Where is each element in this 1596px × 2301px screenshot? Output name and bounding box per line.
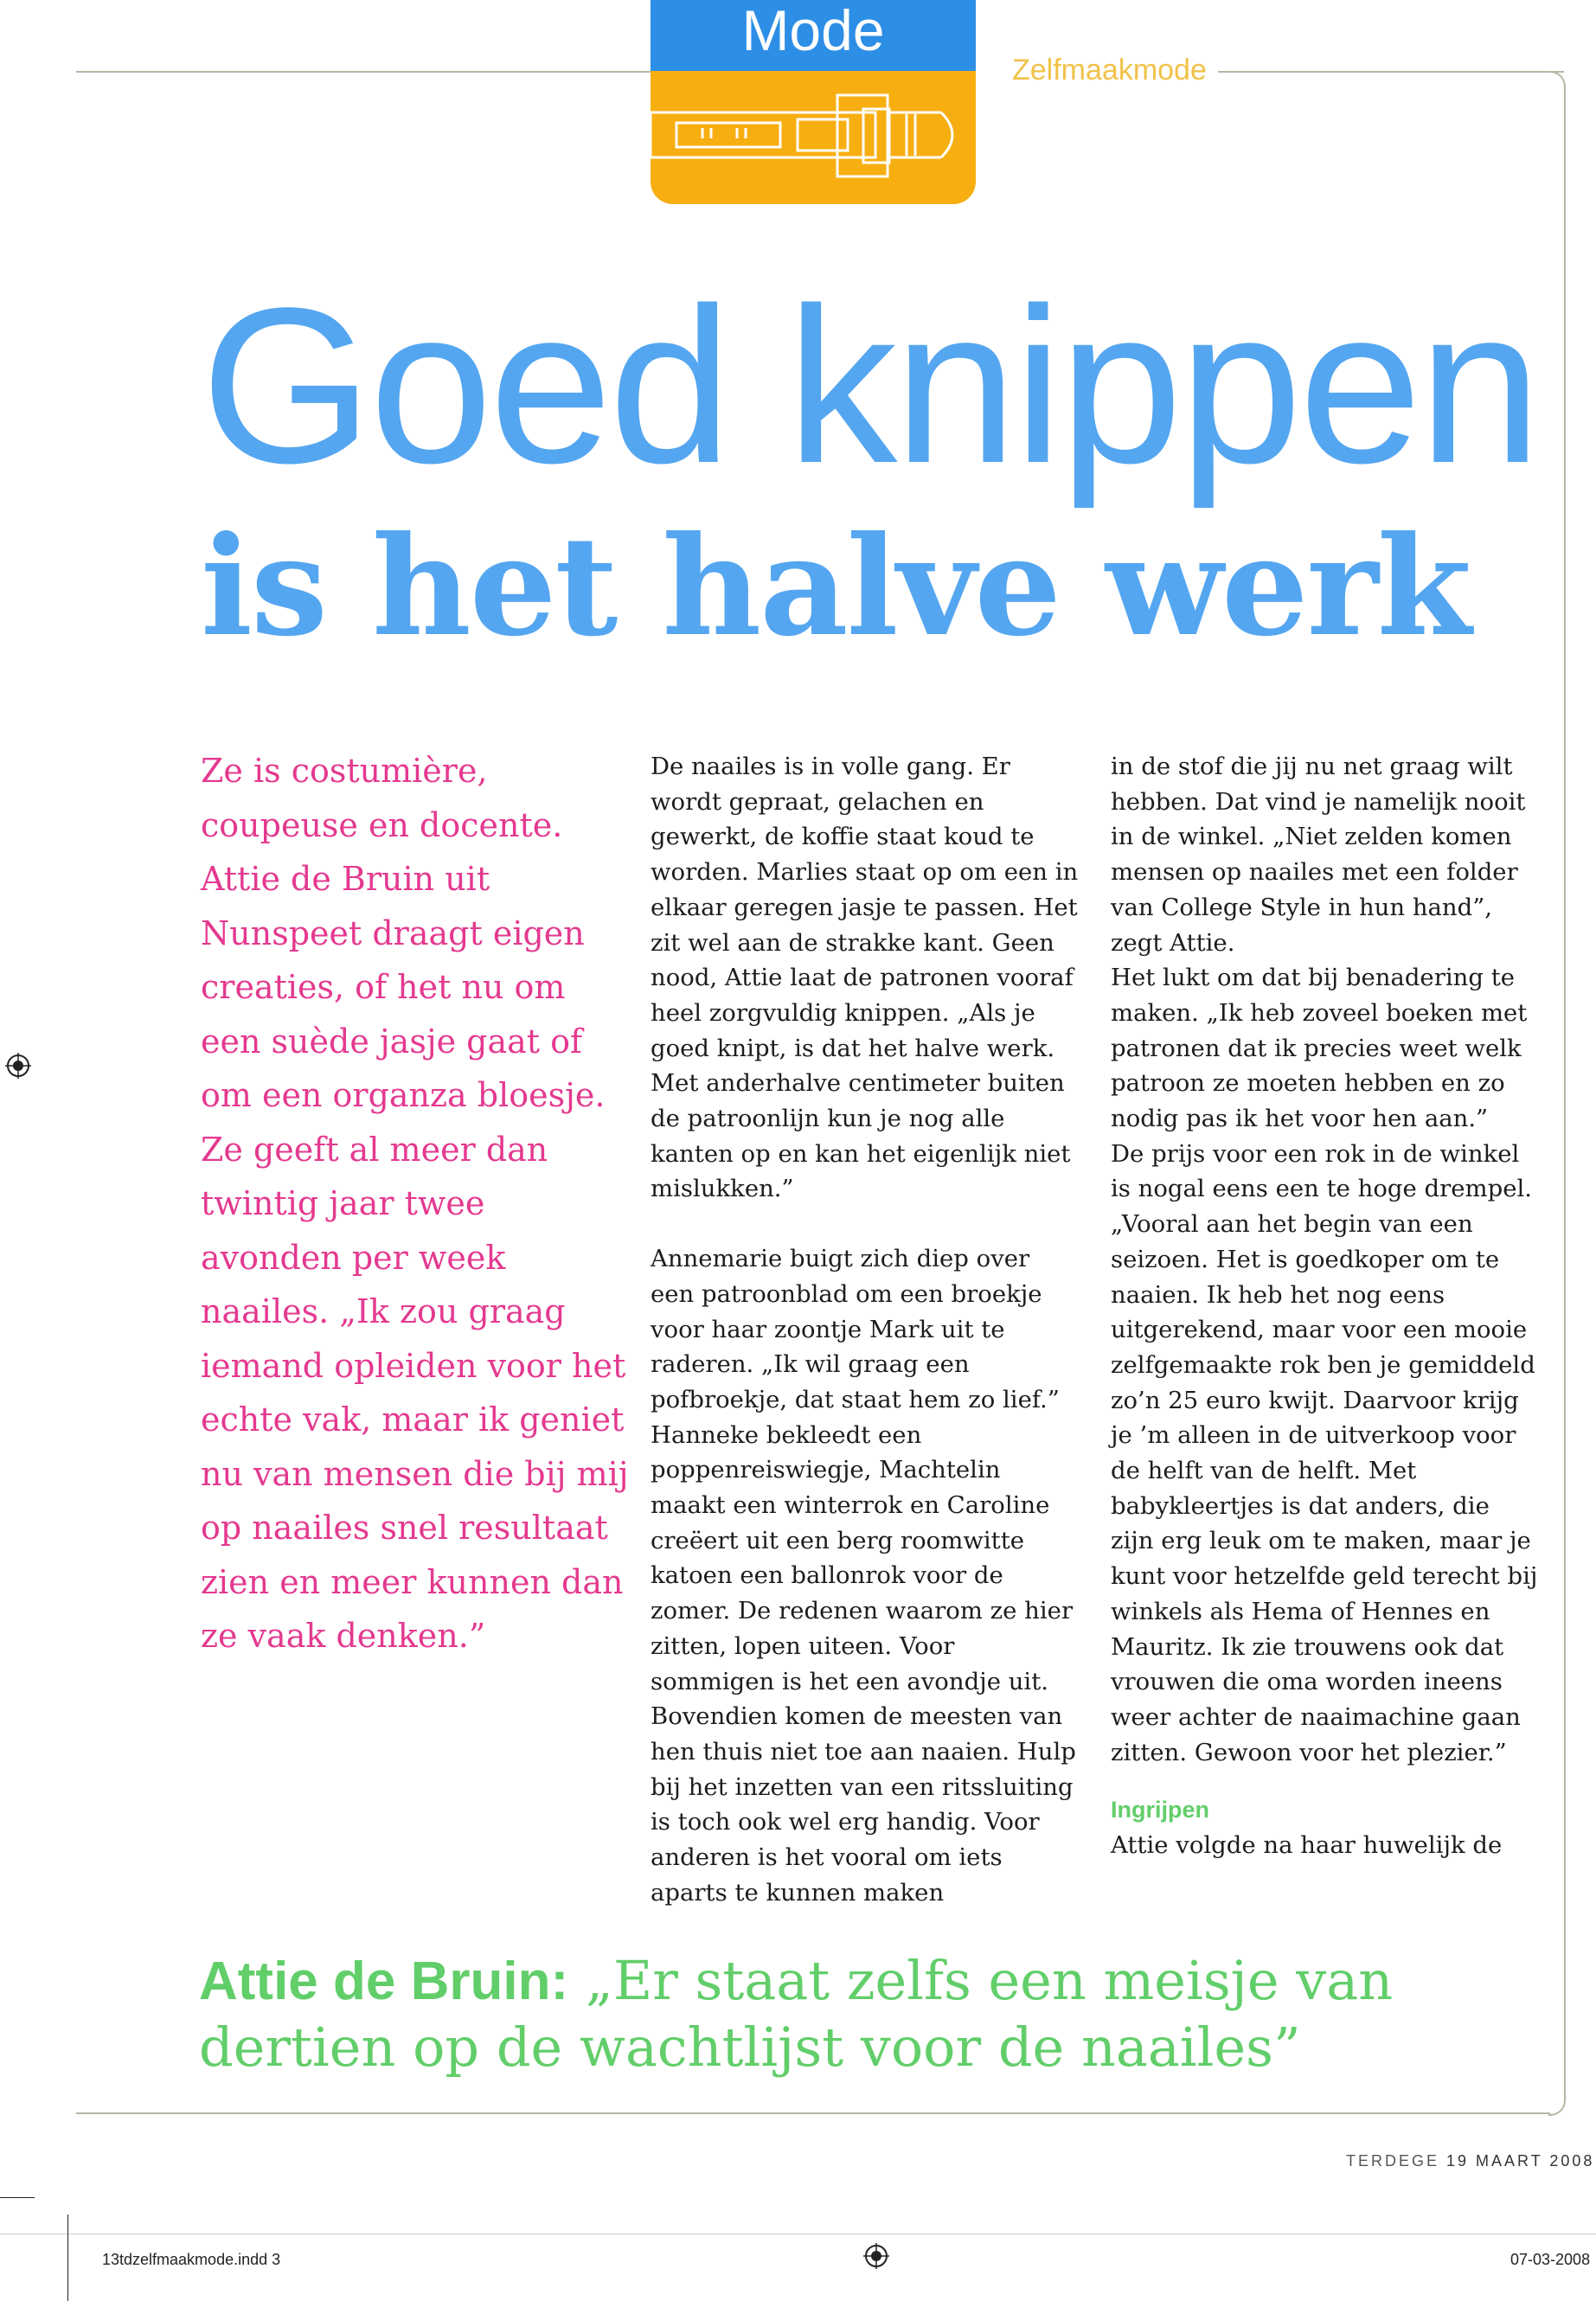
pull-quote bbox=[199, 1948, 1410, 2080]
bottom-rule-curve bbox=[1548, 2099, 1566, 2116]
headline-line1: Goed knippen bbox=[201, 262, 1539, 510]
column1-paragraph-2: Annemarie buigt zich diep over een patroonblad om een broekje voor haar zoontje Mark uit te raderen. „Ik wil graag een pofbroekje, dat staat hem zo lief.” bbox=[651, 1245, 1060, 1413]
page-footer bbox=[1346, 2152, 1596, 2170]
column2-paragraph-2: Het lukt om dat bij benadering te maken. „Ik heb zoveel boeken met patronen dat ik precies weet welk patroon ze moeten hebben en zo nodig pas ik het voor hen aan.” bbox=[1111, 964, 1528, 1133]
column2-paragraph-1: in de stof die jij nu net graag wilt hebben. Dat vind je namelijk nooit in de winkel. „Niet zelden komen mensen op naailes met een folder van College Style in hun hand”, zegt Attie. bbox=[1111, 753, 1526, 957]
body-column-1 bbox=[651, 749, 1080, 1911]
body-column-2 bbox=[1111, 749, 1540, 1863]
intro-text: Ze is costumière, coupeuse en docente. Attie de Bruin uit Nunspeet draagt eigen creaties, of het nu om een suède jasje gaat of om een organza bloesje. Ze geeft al meer dan twintig jaar twee avonden per week naailes. „Ik zou graag iemand opleiden voor het echte vak, maar ik geniet nu van mensen die bij mij op naailes snel resultaat zien en meer kunnen dan ze vaak denken.” bbox=[201, 752, 629, 1655]
belt-icon bbox=[651, 71, 976, 204]
crop-mark-v bbox=[67, 2214, 68, 2301]
column2-paragraph-4: Attie volgde na haar huwelijk de bbox=[1111, 1831, 1503, 1860]
registration-mark-bottom bbox=[863, 2243, 889, 2269]
top-rule-right bbox=[1218, 71, 1564, 73]
crop-mark-h bbox=[0, 2197, 35, 2198]
column1-paragraph-3: Hanneke bekleedt een poppenreiswiegje, Machtelin maakt een winterrok en Caroline creëert uit een berg roomwitte katoen een ballonrok voor de zomer. De redenen waarom ze hier zitten, lopen uiteen. Voor sommigen is het een avondje uit. Bovendien komen de meesten van hen thuis niet toe aan naaien. Hulp bij het inzetten van een ritssluiting is toch ook wel erg handig. Voor anderen is het vooral om iets aparts te kunnen maken bbox=[651, 1420, 1076, 1907]
belt-illustration bbox=[651, 71, 976, 204]
tab-label: Mode bbox=[651, 0, 976, 71]
pull-quote-text: „Er staat zelfs een meisje van dertien op de wachtlijst voor de naailes” bbox=[199, 1949, 1394, 2079]
slug-filename: 13tdzelfmaakmode.indd 3 bbox=[102, 2251, 281, 2268]
subheading: Ingrijpen bbox=[1111, 1797, 1209, 1823]
bottom-rule bbox=[76, 2112, 1550, 2114]
right-rule bbox=[1564, 85, 1566, 2100]
section-tab bbox=[651, 0, 976, 204]
publication-name: TERDEGE bbox=[1346, 2152, 1440, 2170]
intro-paragraph bbox=[201, 744, 633, 1663]
right-rule-top-curve bbox=[1548, 71, 1566, 88]
issue-date: 19 MAART 2008 bbox=[1446, 2152, 1595, 2170]
headline-line2: is het halve werk bbox=[201, 507, 1471, 667]
slug-date: 07-03-2008 bbox=[1510, 2251, 1591, 2268]
pull-quote-speaker: Attie de Bruin: bbox=[199, 1952, 569, 2011]
column2-paragraph-3: De prijs voor een rok in de winkel is nogal eens een te hoge drempel. „Vooral aan het begin van een seizoen. Het is goedkoper om te naaien. Ik heb het nog eens uitgerekend, maar voor een mooie zelfgemaakte rok ben je gemiddeld zo’n 25 euro kwijt. Daarvoor krijg je ’m alleen in de uitverkoop voor de helft van de helft. Met babykleertjes is dat anders, die zijn erg leuk om te maken, maar je kunt voor hetzelfde geld terecht bij winkels als Hema of Hennes en Mauritz. Ik zie trouwens ook dat vrouwen die oma worden ineens weer achter de naaimachine gaan zitten. Gewoon voor het plezier.” bbox=[1111, 1139, 1538, 1766]
column1-paragraph-1: De naailes is in volle gang. Er wordt gepraat, gelachen en gewerkt, de koffie staat koud te worden. Marlies staat op om een in elkaar geregen jasje te passen. Het zit wel aan de strakke kant. Geen nood, Attie laat de patronen vooraf heel zorgvuldig knippen. „Als je goed knipt, is dat het halve werk. Met anderhalve centimeter buiten de patroonlijn kun je nog alle kanten op en kan het eigenlijk niet mislukken.” bbox=[651, 753, 1079, 1203]
top-rule-left bbox=[76, 71, 651, 73]
registration-mark-left bbox=[5, 1053, 31, 1079]
section-label: Zelfmaakmode bbox=[1012, 54, 1207, 87]
